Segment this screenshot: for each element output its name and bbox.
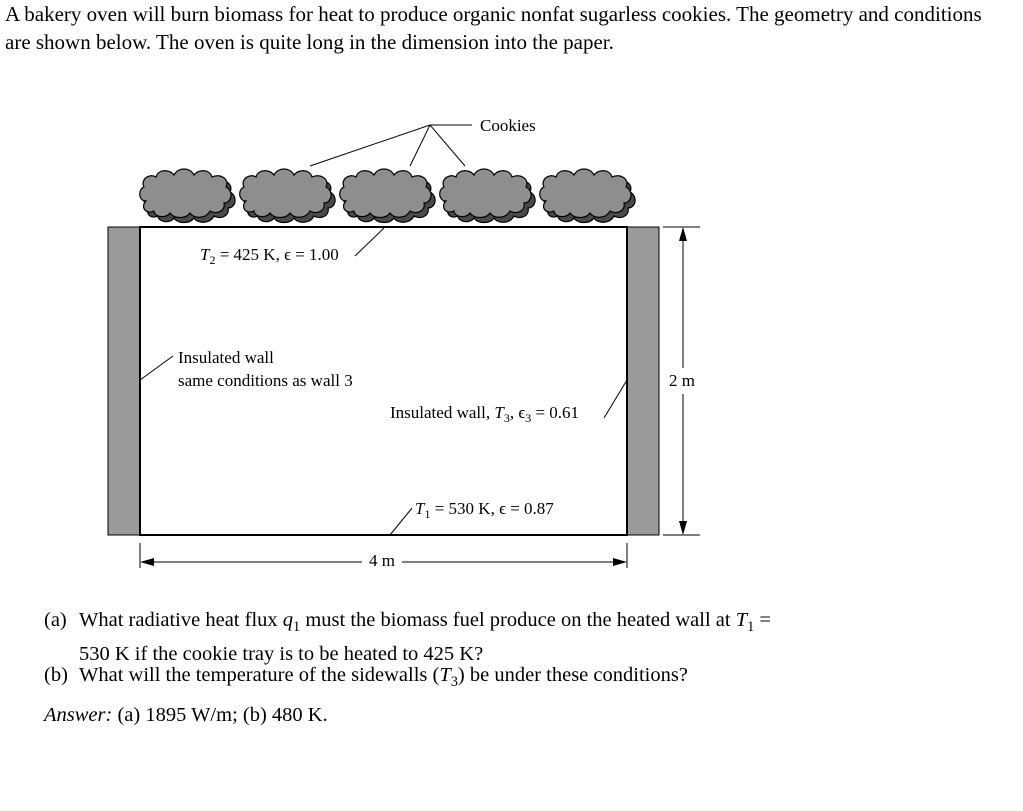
cookie (440, 169, 535, 223)
answer-label: Answer: (44, 704, 113, 726)
bottom-surface-leader (390, 508, 412, 535)
height-dimension-label: 2 m (669, 371, 695, 390)
answer-text: (a) 1895 W/m; (b) 480 K. (112, 704, 328, 726)
question-b: (b) What will the temperature of the sidewalls $(T_3)$ be under these conditions? (44, 664, 688, 691)
left-wall-label-line1: Insulated wall (178, 348, 274, 367)
problem-intro: A bakery oven will burn biomass for heat to produce organic nonfat sugarless cookies. The geometry and conditions are shown below. The oven is quite long in the dimension into the paper. (5, 2, 982, 54)
cookie (340, 169, 435, 223)
question-a: (a) What radiative heat flux $q_1$ must the biomass fuel produce on the heated wall at $T_1$ = 530 K if the cookie tray is to be heated to 425 K? (44, 609, 771, 666)
top-surface-leader (355, 228, 384, 256)
right-wall (627, 227, 659, 535)
bottom-surface-label: $T_1 = 530$ K, ϵ = 0.87 (415, 499, 554, 521)
left-wall-leader (140, 356, 173, 380)
answer (44, 704, 328, 727)
right-wall-label: Insulated wall, $T_3$, $\epsilon_3 = 0.61$ (390, 403, 580, 425)
left-wall (108, 227, 140, 535)
cookies-leader-lines (310, 125, 472, 166)
width-dimension-label: 4 m (369, 551, 395, 570)
question-a-label: (a) (44, 609, 67, 631)
left-wall-label-line2: same conditions as wall 3 (178, 371, 353, 390)
question-b-label: (b) (44, 664, 68, 686)
cookie (140, 169, 235, 223)
cookie (240, 169, 335, 223)
cookie (540, 169, 635, 223)
top-surface-label: $T_2 = 425$ K, ϵ = 1.00 (200, 245, 339, 267)
cookies-label: Cookies (480, 116, 536, 135)
right-wall-leader (604, 380, 627, 418)
